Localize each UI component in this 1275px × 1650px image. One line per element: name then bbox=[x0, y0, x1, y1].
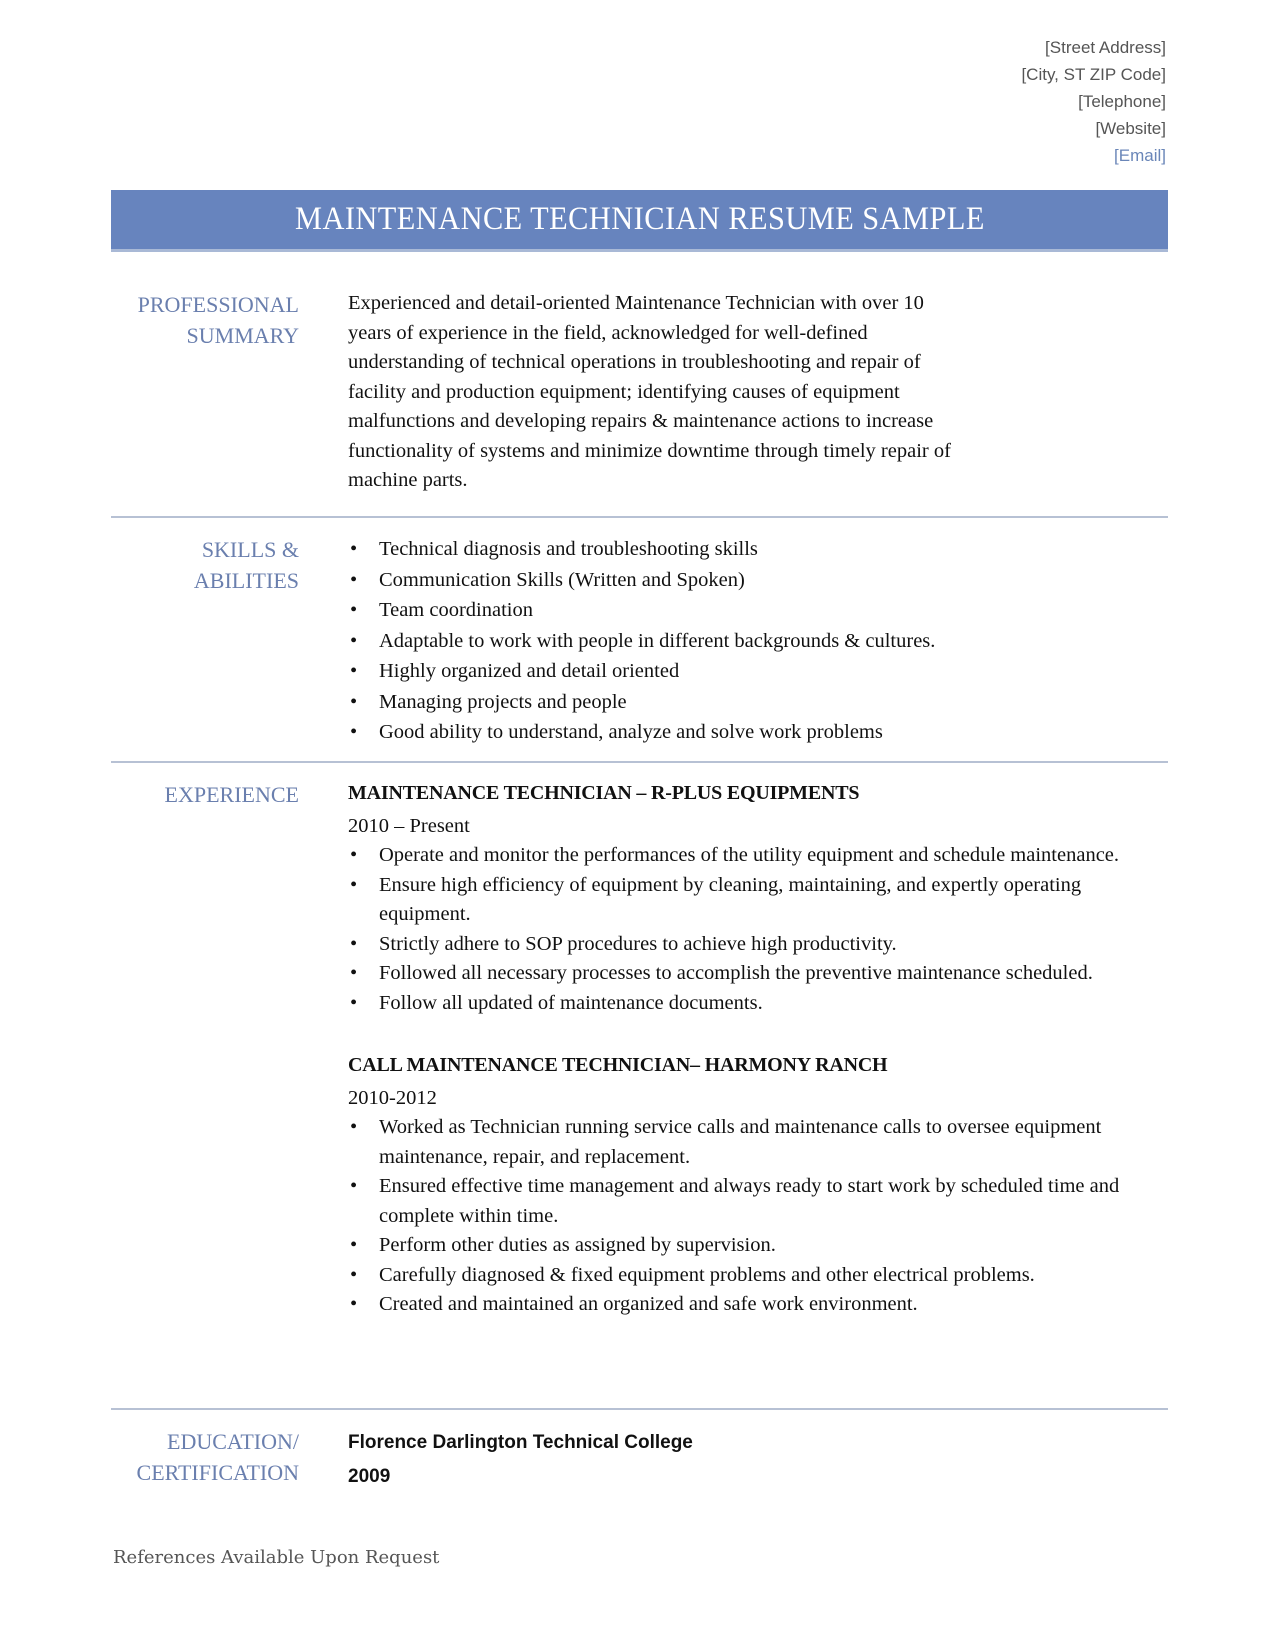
list-item: • Ensured effective time management and always ready to start work by scheduled time and complete within time. bbox=[348, 1172, 1163, 1231]
list-item: • Highly organized and detail oriented bbox=[348, 656, 1158, 687]
experience-content bbox=[348, 779, 1163, 1320]
list-item: • Followed all necessary processes to accomplish the preventive maintenance scheduled. bbox=[348, 959, 1163, 989]
references-note: References Available Upon Request bbox=[113, 1547, 440, 1568]
skills-label: SKILLS & ABILITIES bbox=[193, 537, 299, 593]
list-item: • Adaptable to work with people in different backgrounds & cultures. bbox=[348, 626, 1158, 657]
job-title: MAINTENANCE TECHNICIAN – R-PLUS EQUIPMENTS bbox=[348, 782, 860, 804]
street-address: [Street Address] bbox=[1045, 38, 1166, 57]
list-item: • Managing projects and people bbox=[348, 687, 1158, 718]
job-dates: 2010 – Present bbox=[348, 814, 470, 837]
list-item: • Carefully diagnosed & fixed equipment problems and other electrical problems. bbox=[348, 1261, 1163, 1291]
list-item: • Good ability to understand, analyze and solve work problems bbox=[348, 717, 1158, 748]
list-item: • Created and maintained an organized and safe work environment. bbox=[348, 1290, 1163, 1320]
contact-block bbox=[1021, 34, 1166, 169]
experience-label: EXPERIENCE bbox=[164, 782, 299, 807]
list-item: • Strictly adhere to SOP procedures to achieve high productivity. bbox=[348, 930, 1163, 960]
list-item: • Operate and monitor the performances of the utility equipment and schedule maintenance. bbox=[348, 841, 1163, 871]
school-name: Florence Darlington Technical College bbox=[348, 1432, 693, 1453]
list-item: • Ensure high efficiency of equipment by cleaning, maintaining, and expertly operating equipment. bbox=[348, 871, 1163, 930]
page-title: MAINTENANCE TECHNICIAN RESUME SAMPLE bbox=[294, 201, 985, 237]
skills-list bbox=[348, 534, 1158, 748]
education-content bbox=[348, 1426, 1158, 1494]
section-divider bbox=[111, 516, 1168, 518]
list-item: • Perform other duties as assigned by supervision. bbox=[348, 1231, 1163, 1261]
job-dates: 2010-2012 bbox=[348, 1086, 437, 1109]
section-divider bbox=[111, 1408, 1168, 1410]
telephone: [Telephone] bbox=[1078, 92, 1166, 111]
list-item: • Technical diagnosis and troubleshooting skills bbox=[348, 534, 1158, 565]
list-item: • Worked as Technician running service calls and maintenance calls to oversee equipment maintenance, repair, and replacement. bbox=[348, 1113, 1163, 1172]
list-item: • Follow all updated of maintenance documents. bbox=[348, 989, 1163, 1019]
summary-label: PROFESSIONAL SUMMARY bbox=[137, 292, 299, 348]
section-divider bbox=[111, 761, 1168, 763]
list-item: • Communication Skills (Written and Spoken) bbox=[348, 565, 1158, 596]
job-title: CALL MAINTENANCE TECHNICIAN– HARMONY RANCH bbox=[348, 1054, 888, 1076]
list-item: • Team coordination bbox=[348, 595, 1158, 626]
title-banner bbox=[111, 190, 1168, 252]
education-label: EDUCATION/ CERTIFICATION bbox=[136, 1429, 299, 1485]
summary-text: Experienced and detail-oriented Maintenance Technician with over 10 years of experience in the field, acknowledged for well-defined understanding of technical operations in troubleshooting and repair of facility and production equipment; identifying causes of equipment malfunctions and developing repairs & maintenance actions to increase functionality of systems and minimize downtime through timely repair of machine parts. bbox=[348, 292, 951, 491]
website: [Website] bbox=[1095, 119, 1166, 138]
graduation-year: 2009 bbox=[348, 1466, 391, 1487]
email-link[interactable]: [Email] bbox=[1114, 146, 1166, 165]
city-state-zip: [City, ST ZIP Code] bbox=[1021, 65, 1166, 84]
